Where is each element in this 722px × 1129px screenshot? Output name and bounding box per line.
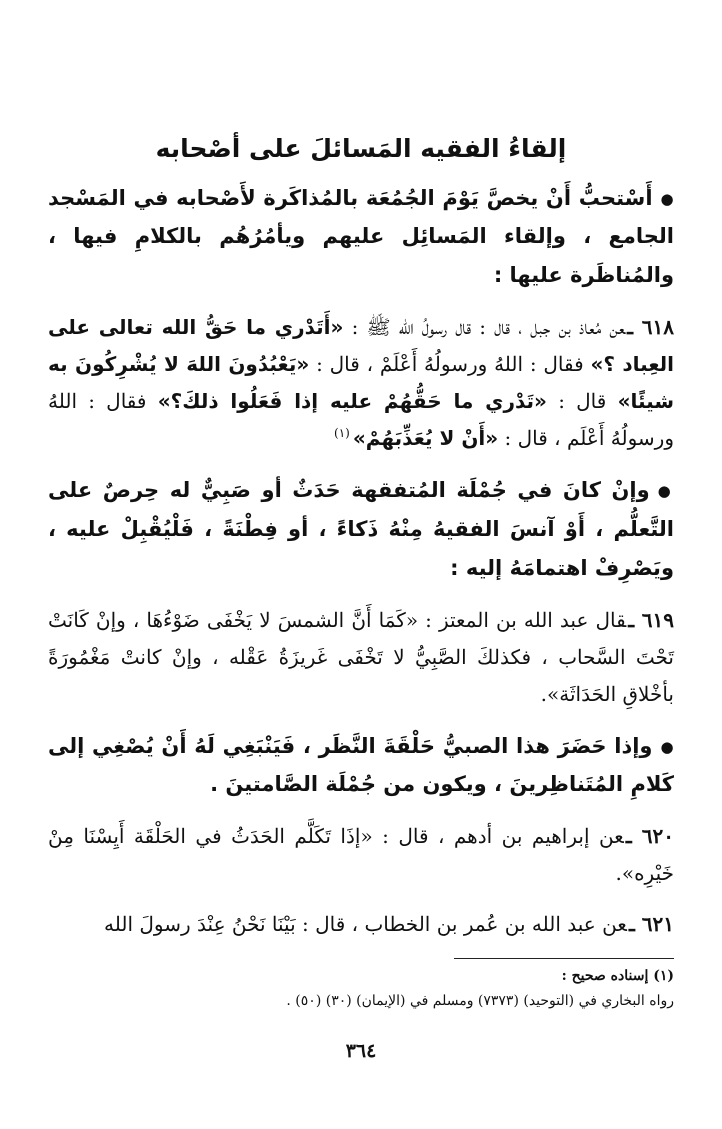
narration-621 [48, 906, 674, 943]
narration-619 [48, 602, 674, 713]
narration-quote: «كَمَا أَنَّ الشمسَ لا يَخْفَى ضَوْءُهَا ، وإنْ كَانَتْ تَحْتَ السَّحاب ، فكذلكَ الصَّبِيُّ لا تَخْفَى غَريزَةُ عَقْله ، وإنْ كانتْ مَغْمُورَةً بأخْلاقِ الحَدَاثَة» [48, 607, 674, 706]
narration-620 [48, 818, 674, 892]
lead-text: وإذا حَضَرَ هذا الصبيُّ حَلْقَةَ النَّظَر ، فَيَنْبَغِي لَهُ أَنْ يُصْغِي إلى كَلامِ المُتَناظِرينَ ، ويكون من جُمْلَة الصَّامتينَ . [48, 733, 674, 797]
narration-text: فقال : اللهُ ورسولُهُ أَعْلَم ، قال : [48, 389, 674, 451]
lead-text: وإنْ كانَ في جُمْلَة المُتفقهة حَدَثٌ أو صَبِيٌّ له حِرصٌ على التَّعلُّم ، أَوْ آنسَ الفقيهُ مِنْهُ ذَكاءً ، أو فِطْنَةً ، فَلْيُقْبِلْ عليه ، ويَصْرِفْ اهتمامَهُ إليه : [48, 478, 674, 580]
footnote-divider [454, 958, 674, 959]
lead-text: أَسْتحبُّ أَنْ يخصَّ يَوْمَ الجُمُعَة بالمُذاكَرة لأَصْحابه في المَسْجد الجامع ، وإلقاء المَسائِل عليهم ويأمُرُهُم بالكلامِ فيها ، والمُناظَرة عليها : [48, 185, 674, 288]
footnote-text: رواه البخاري في (التوحيد) (٧٣٧٣) ومسلم في (الإيمان) (٣٠) (٥٠) . [286, 992, 674, 1009]
bullet-icon: ● [657, 482, 674, 501]
narration-number: ٦١٨ ـ [627, 315, 674, 340]
narration-number: ٦١٩ ـ [628, 607, 674, 632]
narration-number: ٦٢٠ ـ [625, 824, 674, 849]
narration-text: قال عبد الله بن المعتز : [418, 607, 627, 632]
footnote-reference[interactable]: (١) [334, 426, 350, 441]
narration-text: قال : [546, 389, 618, 414]
chapter-title: إلقاءُ الفقيه المَسائلَ على أصْحابه [155, 134, 567, 163]
lead-paragraph-3 [48, 727, 674, 805]
page-number: ٣٦٤ [345, 1040, 377, 1062]
narration-text: عن عبد الله بن عُمر بن الخطاب ، قال : بَيْنَا نَحْنُ عِنْدَ رسولَ الله [104, 912, 627, 937]
narration-quote: «إذَا تَكَلَّم الحَدَثُ في الحَلْقَة أَيِسْنَا مِنْ خَيْرِه» [48, 824, 674, 886]
narration-number: ٦٢١ ـ [628, 912, 674, 937]
narration-text: . [540, 681, 548, 706]
bullet-icon: ● [660, 189, 674, 208]
narration-text: فقال : اللهُ ورسولُهُ أَعْلَمْ ، قال : [309, 352, 591, 377]
narration-text: . [615, 861, 622, 886]
lead-paragraph-2 [48, 471, 674, 588]
lead-paragraph-1 [48, 179, 674, 296]
narration-618 [48, 309, 674, 457]
footnote-label: (١) إسناده صحيح : [561, 968, 674, 984]
narration-quote: «يَعْبُدُونَ اللهَ لا يُشْرِكُونَ به شيئًا» [48, 352, 674, 414]
footnotes [200, 964, 674, 1013]
narration-quote: «أَنْ لا يُعَذِّبَهُمْ» [352, 426, 499, 451]
bullet-icon: ● [660, 737, 674, 756]
narration-quote: «أَتَدْري ما حَقُّ الله تعالى على العِباد ؟» [48, 315, 674, 377]
narration-text: عن مُعاذ بن جبل ، قال : قال رسولُ الله ﷺ : [343, 315, 626, 340]
narration-text: عن إبراهيم بن أدهم ، قال : [372, 824, 624, 849]
narration-quote: «تَدْري ما حَقُّهُمْ عليه إذا فَعَلُوا ذلكَ؟» [157, 389, 547, 414]
page-body [48, 118, 674, 957]
